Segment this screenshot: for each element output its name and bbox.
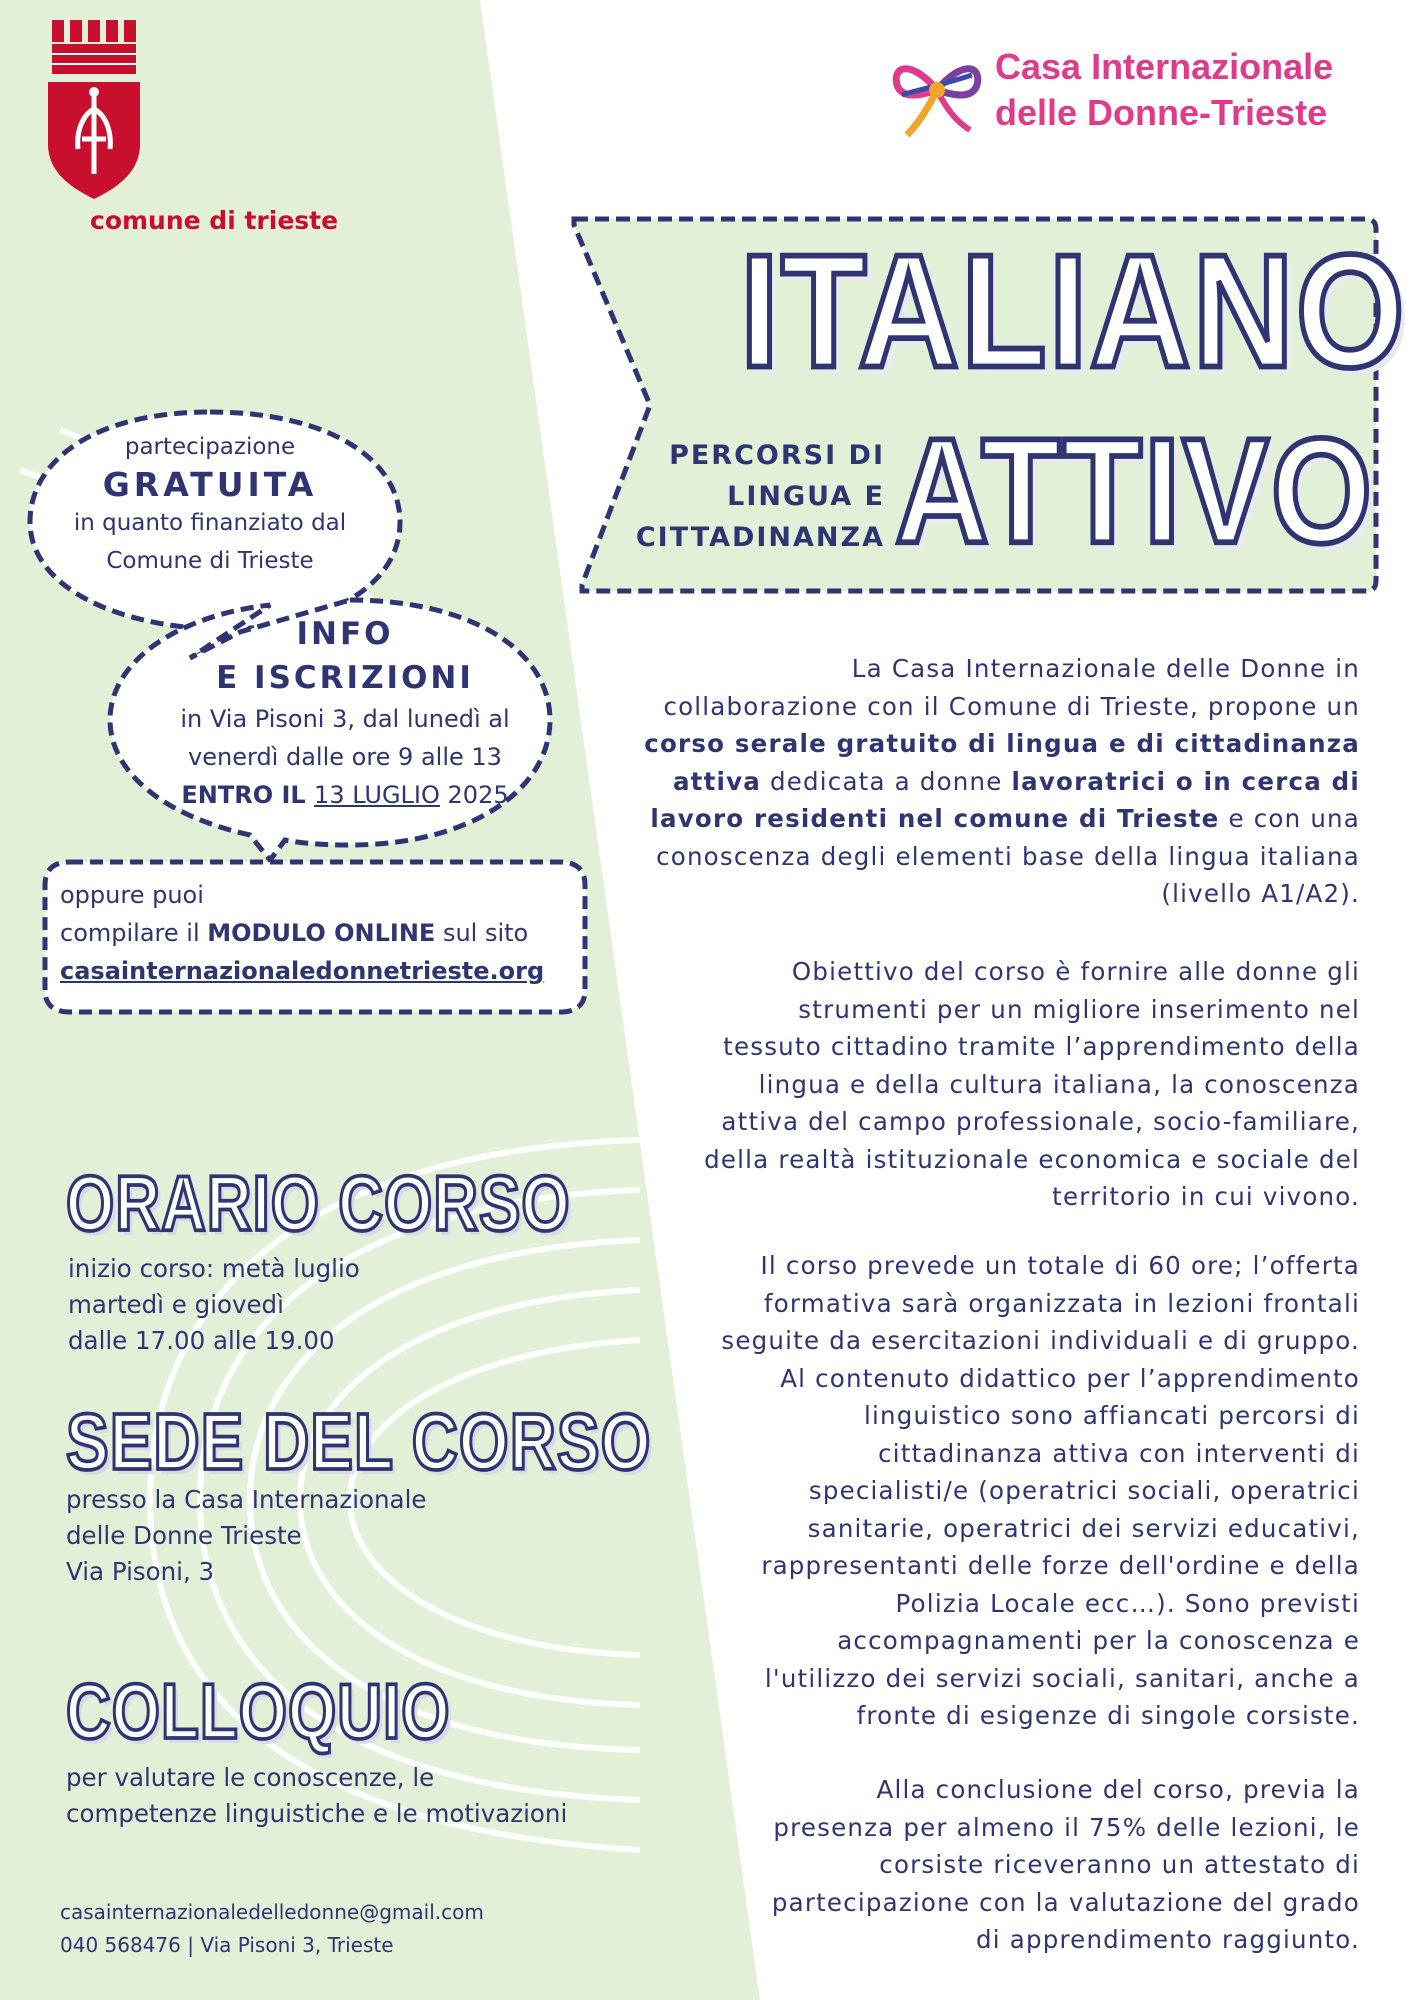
intro-text: dedicata a donne [761, 766, 1012, 796]
colloquio-line: per valutare le conoscenze, le [66, 1763, 435, 1792]
paragraph-line: formativa sarà organizzata in lezioni frontali [763, 1288, 1360, 1318]
bubble-free-line1: partecipazione [124, 434, 296, 460]
paragraph-line: accompagnamenti per la conoscenza e [837, 1626, 1360, 1655]
sede-line: delle Donne Trieste [66, 1521, 302, 1550]
colloquio-heading: COLLOQUIO [66, 1669, 451, 1756]
comune-name: comune di trieste [90, 206, 339, 235]
intro-bold: lavoro residenti nel comune di Trieste [650, 804, 1220, 833]
paragraph-line: sanitarie, operatrici dei servizi educativi, [807, 1513, 1360, 1543]
intro-line: collaborazione con il Comune di Trieste, propone un [663, 691, 1360, 721]
colloquio-line: competenze linguistiche e le motivazioni [66, 1799, 568, 1828]
online-post: sul sito [435, 919, 529, 947]
paragraph-line: lingua e della cultura italiana, la conoscenza [758, 1069, 1360, 1099]
orario-line: inizio corso: metà luglio [68, 1254, 360, 1283]
paragraph-line: Polizia Locale ecc…). Sono previsti [895, 1588, 1360, 1618]
orario-line: dalle 17.00 alle 19.00 [68, 1326, 335, 1355]
website-link[interactable]: casainternazionaledonnetrieste.org [60, 957, 545, 985]
paragraph-line: Il corso prevede un totale di 60 ore; l’offerta [760, 1251, 1360, 1280]
cid-name-line1: Casa Internazionale [995, 46, 1334, 87]
intro-line [560, 725, 1360, 763]
sede-line: presso la Casa Internazionale [66, 1485, 427, 1514]
bubble-online-line1: oppure puoi [60, 881, 204, 909]
paragraph-line: territorio in cui vivono. [1052, 1182, 1360, 1211]
cid-name [995, 44, 1333, 136]
paragraph-line: seguite da esercitazioni individuali e di gruppo. [721, 1326, 1360, 1355]
paragraph-line: specialisti/e (operatrici sociali, operatrici [808, 1476, 1360, 1505]
bubble-info-line4: venerdì dalle ore 9 alle 13 [188, 743, 502, 771]
intro-paragraph [560, 650, 1360, 913]
bubble-free [40, 428, 380, 580]
footer-email[interactable]: casainternazionaledelledonne@gmail.com [60, 1900, 484, 1924]
title-word-2: ATTIVO [895, 406, 1374, 575]
paragraph-line: di apprendimento raggiunto. [975, 1925, 1360, 1954]
objective-paragraph [560, 953, 1360, 1216]
intro-bold: lavoratrici o in cerca di [1011, 766, 1360, 796]
paragraph-line: attiva del campo professionale, socio-familiare, [721, 1107, 1360, 1136]
colloquio-details [66, 1760, 567, 1832]
deadline-post: 2025 [439, 781, 509, 809]
orario-heading: ORARIO CORSO [66, 1161, 571, 1248]
certificate-paragraph [560, 1771, 1360, 1959]
footer-contacts [60, 1896, 484, 1962]
intro-line: conoscenza degli elementi base della lingua italiana [656, 841, 1360, 871]
paragraph-line: Obiettivo del corso è fornire alle donne gli [791, 957, 1360, 986]
paragraph-line: partecipazione con la valutazione del grado [771, 1887, 1360, 1917]
title-subtitle [595, 435, 885, 558]
paragraph-line: della realtà istituzionale economica e sociale del [704, 1144, 1360, 1174]
paragraph-line: fronte di esigenze di singole corsiste. [856, 1701, 1360, 1730]
bubble-info [140, 612, 550, 814]
bubble-free-big: GRATUITA [102, 465, 318, 504]
intro-bold: attiva [672, 766, 761, 796]
intro-line: La Casa Internazionale delle Donne in [851, 654, 1360, 683]
intro-bold: corso serale gratuito di lingua e di cittadinanza [644, 729, 1360, 758]
online-bold: MODULO ONLINE [207, 919, 436, 947]
intro-line: (livello A1/A2). [1161, 879, 1360, 908]
orario-line: martedì e giovedì [68, 1290, 284, 1319]
paragraph-line: Al contenuto didattico per l’apprendimento [780, 1363, 1360, 1393]
intro-text: e con una [1219, 804, 1360, 833]
paragraph-line: linguistico sono affiancati percorsi di [863, 1401, 1360, 1430]
online-pre: compilare il [60, 919, 208, 947]
paragraph-line: corsiste riceveranno un attestato di [879, 1850, 1360, 1879]
bubble-info-big1: INFO [296, 616, 394, 652]
paragraph-line: tessuto cittadino tramite l’apprendimento della [723, 1032, 1360, 1061]
deadline-pre: ENTRO IL [181, 781, 315, 809]
orario-details [68, 1251, 360, 1359]
subtitle-line: PERCORSI DI [669, 440, 885, 471]
intro-line [560, 800, 1360, 838]
bubble-free-line4: Comune di Trieste [106, 548, 314, 574]
paragraph-line: l'utilizzo dei servizi sociali, sanitari, anche a [764, 1663, 1360, 1693]
sede-details [66, 1482, 426, 1590]
bubble-info-deadline [140, 776, 550, 814]
bubble-online-line2 [60, 914, 580, 952]
bubble-online [60, 876, 580, 990]
paragraph-line: cittadinanza attiva con interventi di [878, 1438, 1360, 1468]
paragraph-line: presenza per almeno il 75% delle lezioni, le [773, 1812, 1360, 1842]
footer-contact: 040 568476 | Via Pisoni 3, Trieste [60, 1933, 394, 1957]
bubble-free-line3: in quanto finanziato dal [73, 510, 347, 536]
paragraph-line: Alla conclusione del corso, previa la [876, 1775, 1360, 1804]
sede-heading: SEDE DEL CORSO [66, 1396, 652, 1487]
ribbon-bow-icon [882, 40, 992, 140]
bubble-info-big2: E ISCRIZIONI [216, 660, 474, 696]
deadline-date: 13 LUGLIO [314, 781, 440, 809]
paragraph-line: rappresentanti delle forze dell'ordine e della [761, 1551, 1360, 1580]
title-word-1: ITALIANO [740, 220, 1407, 401]
subtitle-line: LINGUA E [727, 481, 885, 512]
bubble-info-line3: in Via Pisoni 3, dal lunedì al [180, 705, 510, 733]
intro-line [560, 763, 1360, 801]
subtitle-line: CITTADINANZA [635, 522, 885, 553]
sede-line: Via Pisoni, 3 [66, 1557, 215, 1586]
course-paragraph [560, 1247, 1360, 1735]
cid-name-line2: delle Donne-Trieste [995, 92, 1328, 133]
paragraph-line: strumenti per un migliore inserimento nel [798, 994, 1360, 1024]
